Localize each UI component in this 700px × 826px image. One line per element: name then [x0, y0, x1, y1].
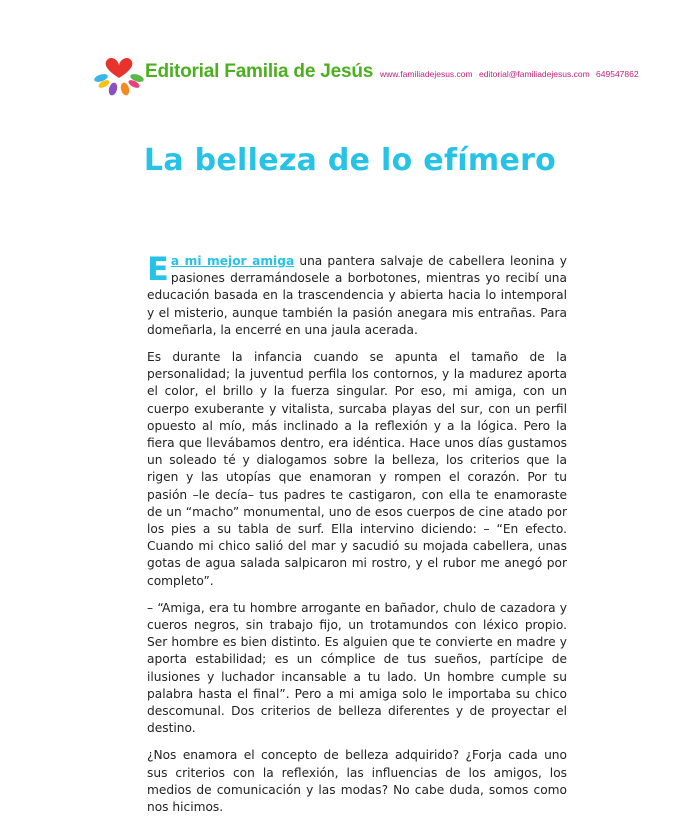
article-body — [147, 250, 568, 826]
heart-hands-logo-icon — [92, 44, 146, 98]
paragraph-3: – “Amiga, era tu hombre arrogante en bañador, chulo de cazadora y cueros negros, sin trabajo fijo, un trotamundos con léxico propio. Ser hombre es bien distinto. Es alguien que te convierte en madre y aporta estabilidad; es un cómplice de tus sueños, partícipe de ilusiones y luchador incansable a tu lado. Un hombre cumple su palabra hasta el final”. Pero a mi amiga solo le importaba su chico descomunal. Dos criterios de belleza diferentes y de proyectar el destino. — [147, 600, 567, 736]
contact-info — [380, 69, 643, 79]
paragraph-1 — [147, 250, 568, 339]
website-link[interactable]: www.familiadejesus.com — [380, 69, 473, 79]
paragraph-4: ¿Nos enamora el concepto de belleza adquirido? ¿Forja cada uno sus criterios con la reflexión, las influencias de los amigos, los medios de comunicación y las modas? No cabe duda, somos como nos hicimos. — [147, 748, 567, 815]
paragraph-2: Es durante la infancia cuando se apunta el tamaño de la personalidad; la juventud perfila los contornos, y la madurez aporta el color, el brillo y la fuerza singular. Por eso, mi amiga, con un cuerpo exuberante y vitalista, surcaba playas del sur, con un perfil opuesto al mío, más inclinado a la reflexión y a la lógica. Pero la fiera que llevábamos dentro, era idéntica. Hace unos días gustamos un soleado té y dialogamos sobre la belleza, los criterios que la rigen y las utopías que enamoran y rompen el corazón. Por tu pasión –le decía– tus padres te castigaron, con ella te enamoraste de un “macho” monumental, uno de esos cuerpos de cine atado por los pies a su tabla de surf. Ella intervino diciendo: – “En efecto. Cuando mi chico salió del mar y sacudió su mojada cabellera, unas gotas de agua salada salpicaron mi rostro, y el rubor me anegó por completo”. — [147, 350, 567, 588]
phone-number: 649547862 — [596, 69, 639, 79]
publisher-name: Editorial Familia de Jesús — [145, 61, 374, 82]
paragraph-1-text: una pantera salvaje de cabellera leonina y pasiones derramándosele a borbotones, mientras yo recibí una educación basada en la trascendencia y abierta hacia lo intemporal y el misterio, aunque también la pasión anegara mis entrañas. Para domeñarla, la encerré en una jaula acerada. — [147, 254, 568, 337]
article-title: La belleza de lo efímero — [143, 143, 557, 178]
publisher-header — [92, 44, 652, 100]
email-link[interactable]: editorial@familiadejesus.com — [478, 69, 590, 79]
intro-highlight: a mi mejor amiga — [170, 254, 295, 268]
drop-cap: E — [147, 250, 169, 288]
